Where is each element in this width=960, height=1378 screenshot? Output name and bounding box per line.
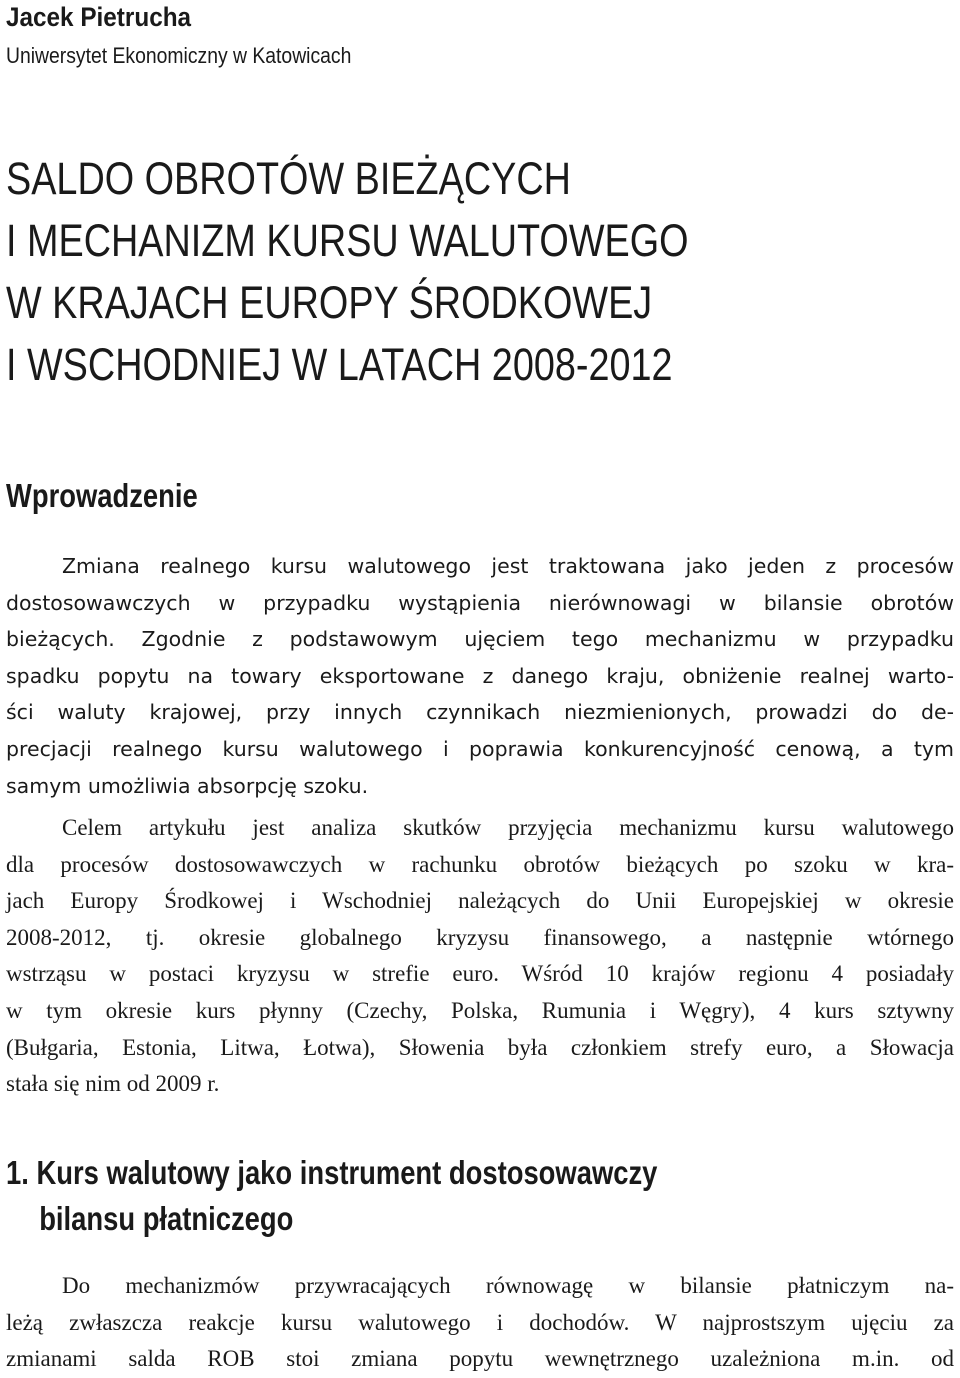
intro-heading: Wprowadzenie: [6, 477, 198, 514]
text-line: Zmiana realnego kursu walutowego jest traktowana jako jeden z procesów: [62, 554, 954, 578]
text-line: precjacji realnego kursu walutowego i poprawia konkurencyjność cenową, a tym: [6, 736, 954, 761]
intro-paragraph-2: [6, 810, 954, 1103]
text-line: jach Europy Środkowej i Wschodniej należących do Unii Europejskiej w okresie: [6, 888, 954, 914]
title-line: SALDO OBROTÓW BIEŻĄCYCH: [6, 153, 571, 204]
text-line: leżą zwłaszcza reakcje kursu walutowego i dochodów. W najprostszym ujęciu za: [6, 1309, 954, 1335]
author-name: Jacek Pietrucha: [6, 2, 192, 32]
section-1-heading-line: 1. Kurs walutowy jako instrument dostosowawczy: [6, 1154, 658, 1191]
text-line: (Bułgaria, Estonia, Litwa, Łotwa), Słowenia była członkiem strefy euro, a Słowacja: [6, 1034, 954, 1060]
text-line: zmianami salda ROB stoi zmiana popytu wewnętrznego uzależniona m.in. od: [6, 1346, 954, 1372]
section-1-heading: [6, 1150, 657, 1242]
article-title: [6, 148, 689, 396]
author-affiliation: Uniwersytet Ekonomiczny w Katowicach: [6, 43, 352, 68]
title-line: I WSCHODNIEJ W LATACH 2008-2012: [6, 339, 673, 390]
text-line: bieżących. Zgodnie z podstawowym ujęciem tego mechanizmu w przypadku: [6, 627, 954, 652]
title-line: I MECHANIZM KURSU WALUTOWEGO: [6, 215, 689, 266]
text-line: ści waluty krajowej, przy innych czynnikach niezmienionych, prowadzi do de-: [6, 700, 954, 725]
text-line: dostosowawczych w przypadku wystąpienia nierównowagi w bilansie obrotów: [6, 590, 954, 615]
text-line: Do mechanizmów przywracających równowagę w bilansie płatniczym na-: [62, 1273, 954, 1298]
text-line: dla procesów dostosowawczych w rachunku obrotów bieżących po szoku w kra-: [6, 851, 954, 877]
title-line: W KRAJACH EUROPY ŚRODKOWEJ: [6, 277, 653, 328]
text-line: Celem artykułu jest analiza skutków przyjęcia mechanizmu kursu walutowego: [62, 815, 954, 840]
text-line: spadku popytu na towary eksportowane z danego kraju, obniżenie realnej warto-: [6, 663, 954, 688]
section-1-heading-line: bilansu płatniczego: [39, 1200, 294, 1237]
text-line: w tym okresie kurs płynny (Czechy, Polska, Rumunia i Węgry), 4 kurs sztywny: [6, 997, 954, 1023]
text-line: wstrząsu w postaci kryzysu w strefie euro. Wśród 10 krajów regionu 4 posiadały: [6, 961, 954, 987]
text-line: stała się nim od 2009 r.: [6, 1071, 220, 1097]
text-line: samym umożliwia absorpcję szoku.: [6, 773, 369, 798]
text-line: 2008-2012, tj. okresie globalnego kryzysu finansowego, a następnie wtórnego: [6, 924, 954, 950]
section-1-paragraph: [6, 1268, 954, 1378]
intro-paragraph-1: [6, 548, 954, 804]
